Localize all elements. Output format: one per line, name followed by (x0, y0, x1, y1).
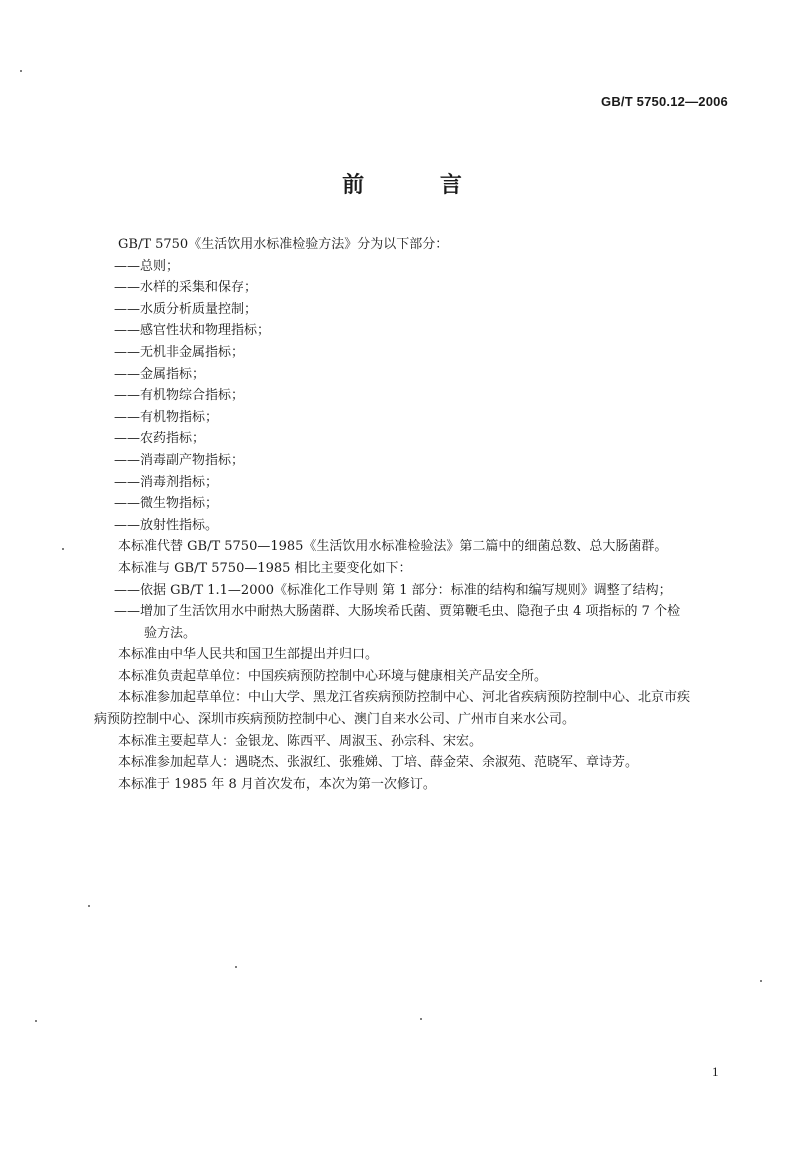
page-number: 1 (712, 1064, 719, 1079)
list-item: ——水样的采集和保存； (114, 280, 258, 296)
proposed-by: 本标准由中华人民共和国卫生部提出并归口。 (118, 647, 379, 663)
scan-speck (62, 548, 64, 550)
responsible-unit: 本标准负责起草单位：中国疾病预防控制中心环境与健康相关产品安全所。 (118, 668, 548, 684)
changes-list (114, 580, 730, 645)
list-item: ——消毒剂指标； (114, 474, 219, 490)
participating-units-line-1: 本标准参加起草单位：中山大学、黑龙江省疾病预防控制中心、河北省疾病预防控制中心、北京市疾 (118, 690, 691, 706)
standard-code: GB/T 5750.12—2006 (601, 94, 728, 109)
participating-drafters: 本标准参加起草人：遇晓杰、张淑红、张雅娣、丁培、薛金荣、余淑苑、范晓军、章诗芳。 (118, 755, 639, 771)
main-drafters: 本标准主要起草人：金银龙、陈西平、周淑玉、孙宗科、宋宏。 (118, 733, 483, 749)
list-item: ——微生物指标； (114, 496, 219, 512)
list-item: ——依据 GB/T 1.1—2000《标准化工作导则 第 1 部分：标准的结构和编写规则》调整了结构； (114, 582, 672, 598)
list-item: ——总则； (114, 258, 180, 274)
list-item: ——增加了生活饮用水中耐热大肠菌群、大肠埃希氏菌、贾第鞭毛虫、隐孢子虫 4 项指标的 7 个检 (114, 604, 681, 620)
intro-paragraph: GB/T 5750《生活饮用水标准检验方法》分为以下部分： (118, 237, 449, 252)
history-note: 本标准于 1985 年 8 月首次发布，本次为第一次修订。 (118, 776, 436, 792)
list-item: ——水质分析质量控制； (114, 301, 258, 317)
scan-speck (35, 1020, 37, 1022)
list-item: ——金属指标； (114, 366, 206, 382)
list-item: ——无机非金属指标； (114, 344, 245, 360)
list-item: ——放射性指标。 (114, 517, 219, 533)
changes-intro: 本标准与 GB/T 5750—1985 相比主要变化如下： (118, 560, 412, 576)
scan-speck (20, 70, 22, 72)
list-item: ——有机物指标； (114, 409, 219, 425)
scan-speck (235, 966, 237, 968)
replace-note: 本标准代替 GB/T 5750—1985《生活饮用水标准检验法》第二篇中的细菌总数、总大肠菌群。 (118, 539, 668, 555)
scan-speck (420, 1018, 422, 1020)
parts-list (114, 256, 730, 537)
document-body (94, 234, 730, 795)
list-item: ——消毒副产物指标； (114, 452, 245, 468)
scan-speck (88, 905, 90, 907)
scan-speck (760, 980, 762, 982)
list-item: ——有机物综合指标； (114, 388, 245, 404)
participating-units (94, 687, 730, 730)
page-title: 前 言 (342, 173, 496, 198)
list-item: ——农药指标； (114, 431, 206, 447)
list-item: ——感官性状和物理指标； (114, 323, 271, 339)
participating-units-line-2: 病预防控制中心、深圳市疾病预防控制中心、澳门自来水公司、广州市自来水公司。 (94, 712, 576, 728)
list-item-continuation: 验方法。 (144, 625, 197, 641)
